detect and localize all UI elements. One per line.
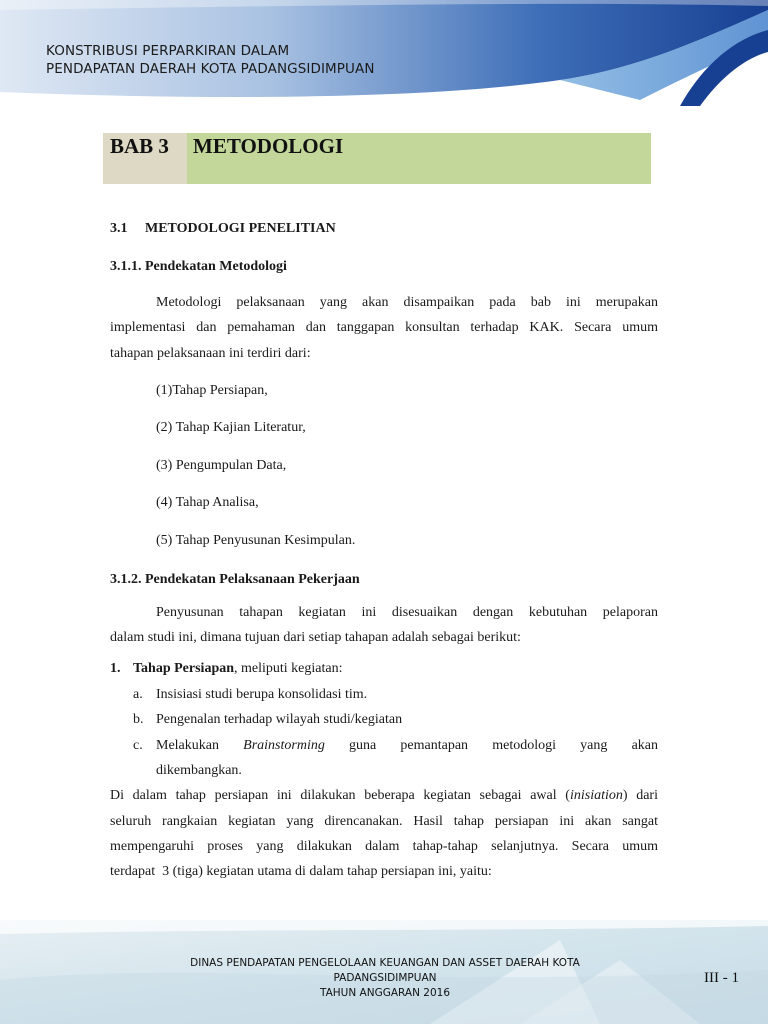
header-title-line1: KONSTRIBUSI PERPARKIRAN DALAM xyxy=(46,43,290,59)
word: yang xyxy=(580,738,608,753)
page-number: III - 1 xyxy=(704,970,739,986)
word-italic: Brainstorming xyxy=(243,738,325,753)
word: akan xyxy=(631,738,658,753)
header-title xyxy=(46,42,375,78)
paragraph-2-line-2: dalam studi ini, dimana tujuan dari setiap tahapan adalah sebagai berikut: xyxy=(110,630,521,645)
paragraph-2-line-1: Penyusunan tahapan kegiatan ini disesuaikan dengan kebutuhan pelaporan xyxy=(156,605,658,620)
footer-line2: PADANGSIDIMPUAN xyxy=(333,972,437,984)
para3-text: ) dari xyxy=(622,788,658,803)
stage-list-item: (1)Tahap Persiapan, xyxy=(156,383,268,398)
chapter-number-cell xyxy=(103,133,187,184)
footer-line3: TAHUN ANGGARAN 2016 xyxy=(319,987,450,999)
word: pemantapan xyxy=(400,738,469,753)
footer-text xyxy=(120,956,650,1001)
item-1-rest: , meliputi kegiatan: xyxy=(234,661,343,676)
section-heading-3-1-1: 3.1.1. Pendekatan Metodologi xyxy=(110,259,287,274)
page-footer xyxy=(0,920,768,1024)
stage-list-item: (2) Tahap Kajian Literatur, xyxy=(156,420,306,435)
subitem-marker: b. xyxy=(133,712,144,727)
stage-list-item: (3) Pengumpulan Data, xyxy=(156,458,287,473)
paragraph-3-line-3: mempengaruhi proses yang dilakukan dalam tahap-tahap selanjutnya. Secara umum xyxy=(110,839,658,854)
paragraph-1-line-3: tahapan pelaksanaan ini terdiri dari: xyxy=(110,346,311,361)
header-title-line2: PENDAPATAN DAERAH KOTA PADANGSIDIMPUAN xyxy=(46,61,375,77)
subitem-c-line-1 xyxy=(156,738,658,754)
item-1-label: Tahap Persiapan xyxy=(133,661,235,676)
section-heading-3-1: 3.1 METODOLOGI PENELITIAN xyxy=(110,221,336,236)
section-heading-3-1-2: 3.1.2. Pendekatan Pelaksanaan Pekerjaan xyxy=(110,572,360,587)
chapter-title: METODOLOGI xyxy=(193,134,344,158)
paragraph-1-line-1: Metodologi pelaksanaan yang akan disampaikan pada bab ini merupakan xyxy=(156,295,658,310)
stage-list-item: (4) Tahap Analisa, xyxy=(156,495,259,510)
chapter-number: BAB 3 xyxy=(110,134,169,158)
paragraph-3-line-2: seluruh rangkaian kegiatan yang direncanakan. Hasil tahap persiapan ini akan sangat xyxy=(110,814,658,829)
subitem-marker: a. xyxy=(133,687,143,702)
para3-italic: inisiation xyxy=(569,788,623,803)
paragraph-1-line-2: implementasi dan pemahaman dan tanggapan konsultan terhadap KAK. Secara umum xyxy=(110,320,658,335)
numbered-item-marker: 1. xyxy=(110,661,121,676)
chapter-heading xyxy=(103,133,651,184)
word: Melakukan xyxy=(156,738,219,753)
subitem-a: Insisiasi studi berupa konsolidasi tim. xyxy=(156,687,368,702)
chapter-title-cell xyxy=(187,133,651,184)
word: metodologi xyxy=(492,738,556,753)
paragraph-3-line-1 xyxy=(110,788,658,804)
stage-list-item: (5) Tahap Penyusunan Kesimpulan. xyxy=(156,533,356,548)
numbered-item-1 xyxy=(133,661,343,677)
word: guna xyxy=(349,738,377,753)
subitem-c-line-2: dikembangkan. xyxy=(156,763,242,778)
footer-line1: DINAS PENDAPATAN PENGELOLAAN KEUANGAN DAN ASSET DAERAH KOTA xyxy=(190,957,580,969)
paragraph-3-line-4: terdapat 3 (tiga) kegiatan utama di dalam tahap persiapan ini, yaitu: xyxy=(110,864,492,879)
subitem-marker: c. xyxy=(133,738,143,753)
subitem-b: Pengenalan terhadap wilayah studi/kegiatan xyxy=(156,712,403,727)
page-header xyxy=(0,0,768,106)
para3-text: Di dalam tahap persiapan ini dilakukan beberapa kegiatan sebagai awal ( xyxy=(110,788,570,803)
